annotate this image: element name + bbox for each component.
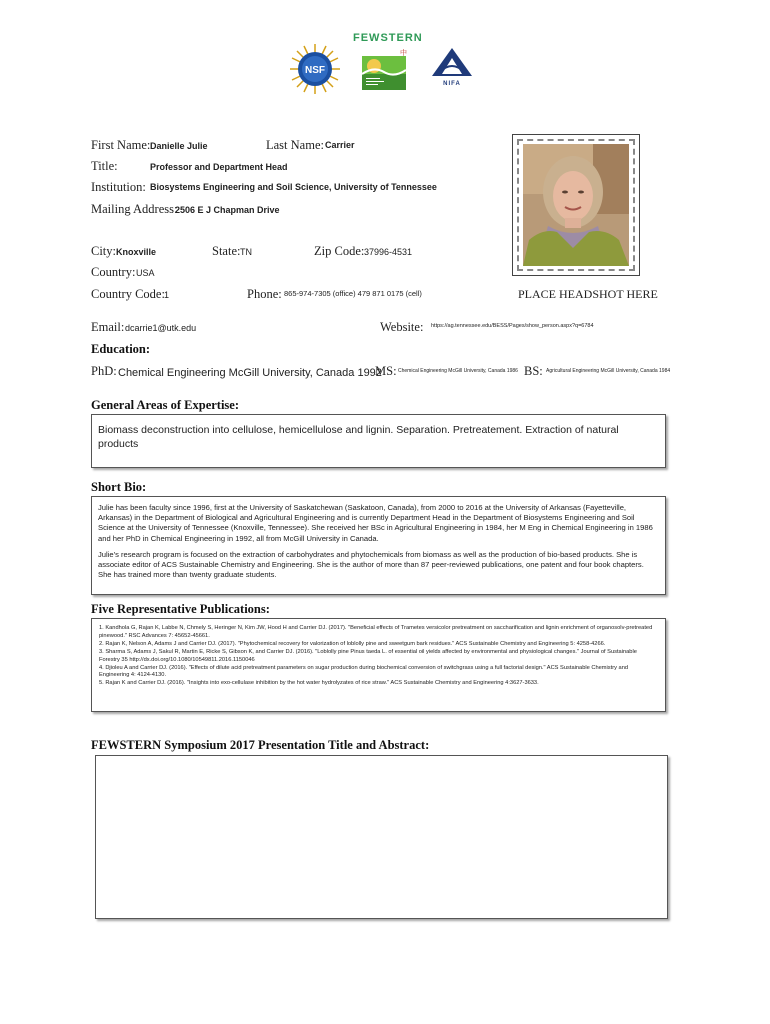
publication-item: 4. Djioleu A and Carrier DJ. (2016). "Effects of dilute acid pretreatment parameters on sugar production during biochemical conversion of switchgrass using a full factorial design." ACS Sustainable Chemistry and Engineering 4: 4124-4130. (99, 664, 629, 679)
bs-value: Agricultural Engineering McGill University, Canada 1984 (546, 368, 671, 374)
svg-text:中: 中 (400, 49, 407, 57)
phone-label: Phone: (247, 287, 282, 301)
country-code-value: 1 (164, 290, 170, 300)
headshot-caption: PLACE HEADSHOT HERE (518, 287, 658, 301)
phone-value: 865-974-7305 (office) 479 871 0175 (cell) (284, 289, 422, 298)
website-value[interactable]: https://ag.tennessee.edu/BESS/Pages/show_person.aspx?q=6784 (431, 323, 594, 329)
city-value: Knoxville (116, 247, 157, 257)
education-heading: Education: (91, 342, 151, 356)
ms-label: MS: (375, 364, 397, 378)
fewstern-logo (360, 48, 408, 92)
headshot-frame (512, 134, 640, 276)
publication-item: 5. Rajan K and Carrier DJ. (2016). "Insights into exo-cellulase inhibition by the hot water hydrolyzates of rice straw." ACS Sustainable Chemistry and Engineering 4:3627-3633. (99, 680, 539, 687)
symposium-abstract-box[interactable] (95, 755, 668, 919)
website-label: Website: (380, 320, 424, 334)
symposium-heading: FEWSTERN Symposium 2017 Presentation Title and Abstract: (91, 738, 430, 752)
mailing-address-label: Mailing Address: (91, 202, 178, 216)
expertise-text: Biomass deconstruction into cellulose, hemicellulose and lignin. Separation. Pretreatement. Extraction of natural products (98, 424, 619, 450)
ms-value: Chemical Engineering McGill University, Canada 1986 (398, 368, 518, 374)
bs-label: BS: (524, 364, 543, 378)
email-label: Email: (91, 320, 125, 334)
title-label: Title: (91, 159, 118, 173)
publication-item: 1. Kandhola G, Rajan K, Labbe N, Chmely S, Heringer N, Kim JW, Hood H and Carrier DJ. (2017). "Beneficial effects of Trametes versicolor pretreatment on saccharification and lignin enrichment of organosolv-pretreated pinewood." RSC Advances 7: 45652-45661. (99, 625, 653, 639)
nifa-logo-text: NIFA (443, 81, 461, 86)
publication-item: 3. Sharma S, Adams J, Sakul R, Martin E, Ricke S, Gibson K, and Carrier DJ. (2016). "Loblolly pine Pinus taeda L. of essential oil yields affected by environmental and physiological changes." Journal of Sustainable Forestry 35 http://dx.doi.org/10.1080/10549811.2016.1150046 (99, 648, 637, 663)
header-logos (280, 28, 480, 98)
zip-code-value: 37996-4531 (364, 247, 413, 257)
country-label: Country: (91, 265, 136, 279)
expertise-heading: General Areas of Expertise: (91, 398, 239, 412)
last-name-label: Last Name: (266, 138, 324, 152)
headshot-photo (523, 144, 629, 266)
email-value[interactable]: dcarrie1@utk.edu (125, 323, 197, 333)
expertise-box[interactable] (91, 414, 666, 468)
title-value: Professor and Department Head (150, 162, 288, 172)
zip-code-label: Zip Code: (314, 244, 365, 258)
country-code-label: Country Code: (91, 287, 165, 301)
state-value: TN (240, 247, 252, 257)
institution-label: Institution: (91, 180, 146, 194)
country-value: USA (136, 268, 155, 278)
short-bio-paragraph-2: Julie's research program is focused on the extraction of carbohydrates and phytochemicals from biomass as well as the production of bio-based products. She is associate editor of ACS Sustainable Chemistry and Engineering. She is the author of more than 87 peer-reviewed publications, one patent and four book chapters. She has trained more than twenty graduate students. (98, 549, 644, 580)
short-bio-heading: Short Bio: (91, 480, 147, 494)
phd-label: PhD: (91, 364, 117, 378)
nsf-logo-text: NSF (305, 65, 325, 76)
first-name-label: First Name: (91, 138, 151, 152)
publications-box[interactable] (91, 618, 666, 712)
short-bio-paragraph-1: Julie has been faculty since 1996, first at the University of Saskatchewan (Saskatoon, Canada), from 2000 to 2016 at the University of Arkansas (Fayetteville, Arkansas) in the Department of Biological and Agricultural Engineering and is currently Department Head in the Department of Biosystems Engineering and Soil Science at the University of Tennessee (Knoxville, Tennessee). She received her BSc in Agricultural Engineering in 1984, her M Eng in Chemical Engineering in 1986 and her PhD in Chemical Engineering in 1992, all from McGill University in Canada. (98, 503, 653, 543)
fewstern-title: FEWSTERN (353, 32, 423, 44)
nifa-logo (430, 46, 474, 86)
symposium-abstract-text (96, 756, 667, 772)
short-bio-box[interactable] (91, 496, 666, 595)
first-name-value: Danielle Julie (150, 141, 208, 151)
mailing-address-value: 2506 E J Chapman Drive (175, 205, 280, 215)
state-label: State: (212, 244, 241, 258)
publications-list (92, 619, 665, 688)
nsf-logo (290, 44, 340, 94)
institution-value: Biosystems Engineering and Soil Science, University of Tennessee (150, 182, 437, 192)
last-name-value: Carrier (325, 140, 355, 150)
publications-heading: Five Representative Publications: (91, 602, 270, 616)
phd-value: Chemical Engineering McGill University, Canada 1992 (118, 367, 382, 379)
city-label: City: (91, 244, 117, 258)
publication-item: 2. Rajan K, Nelson A, Adams J and Carrier DJ. (2017). "Phytochemical recovery for valorization of loblolly pine and sweetgum bark residues." ACS Sustainable Chemistry and Engineering 5: 4258-4266. (99, 640, 606, 647)
